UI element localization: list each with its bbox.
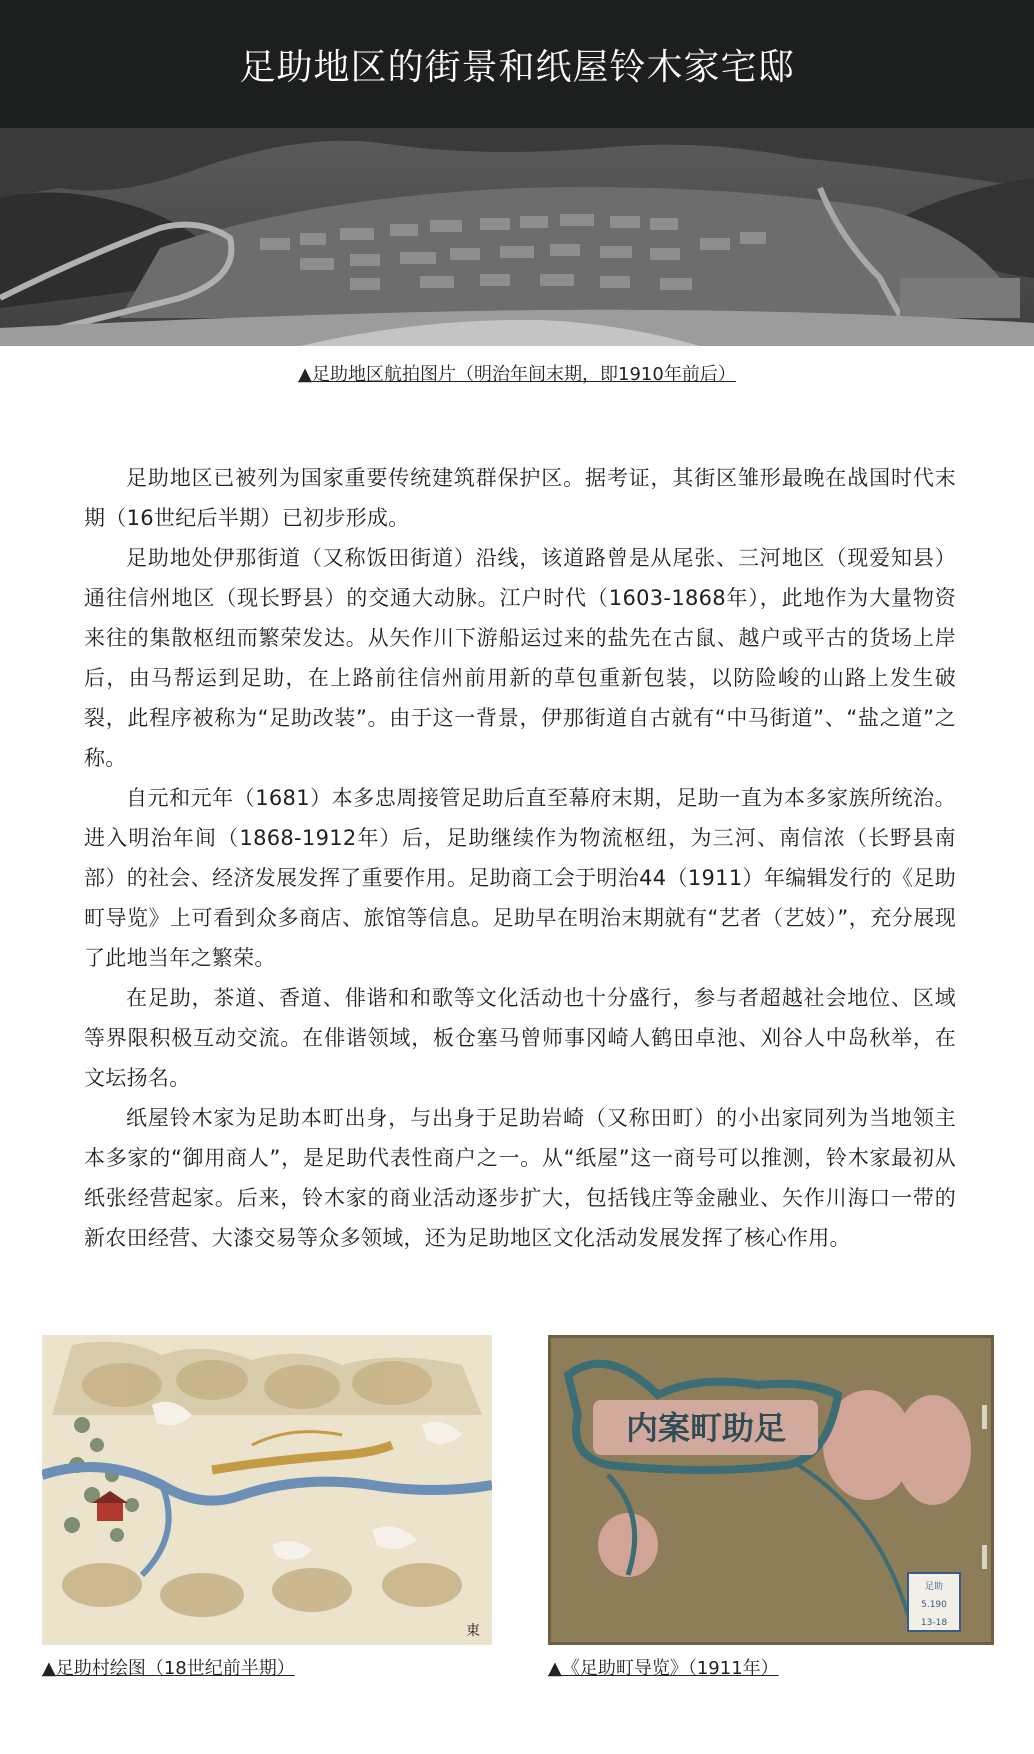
label-line: 5.190: [921, 1600, 947, 1610]
cover-title: 内案町助足: [625, 1409, 787, 1447]
paragraph: 足助地处伊那街道（又称饭田街道）沿线，该道路曾是从尾张、三河地区（现爱知县）通往信州地区（现长野县）的交通大动脉。江户时代（1603-1868年），此地作为大量物资来往的集散枢纽而繁荣发达。从矢作川下游船运过来的盐先在古鼠、越户或平古的货场上岸后，由马帮运到足助，在上路前往信州前用新的草包重新包装，以防险峻的山路上发生破裂，此程序被称为“足助改装”。由于这一背景，伊那街道自古就有“中马街道”、“盐之道”之称。: [84, 546, 956, 770]
guidebook-cover-image: [548, 1335, 994, 1645]
village-map-caption: ▲足助村绘图（18世纪前半期）: [42, 1658, 295, 1679]
page-title: 足助地区的街景和纸屋铃木家宅邸: [239, 46, 795, 88]
paragraph: 在足助，茶道、香道、俳谐和和歌等文化活动也十分盛行，参与者超越社会地位、区域等界限积极互动交流。在俳谐领域，板仓塞马曾师事冈崎人鹤田卓池、刈谷人中岛秋举，在文坛扬名。: [84, 986, 956, 1090]
village-map-image: [42, 1335, 492, 1645]
title-bar: [0, 0, 1034, 128]
label-line: 足助: [924, 1582, 944, 1592]
guidebook-caption: ▲《足助町导览》（1911年）: [548, 1658, 779, 1679]
paragraph: 自元和元年（1681）本多忠周接管足助后直至幕府末期，足助一直为本多家族所统治。进入明治年间（1868-1912年）后，足助继续作为物流枢纽，为三河、南信浓（长野县南部）的社会、经济发展发挥了重要作用。足助商工会于明治44（1911）年编辑发行的《足助町导览》上可看到众多商店、旅馆等信息。足助早在明治末期就有“艺者（艺妓）”，充分展现了此地当年之繁荣。: [84, 786, 956, 970]
article-body: [84, 458, 956, 1258]
paragraph: 足助地区已被列为国家重要传统建筑群保护区。据考证，其街区雏形最晚在战国时代末期（16世纪后半期）已初步形成。: [84, 466, 956, 530]
aerial-photo: [0, 128, 1034, 346]
map-corner-mark: 東: [466, 1623, 480, 1639]
paragraph: 纸屋铃木家为足助本町出身，与出身于足助岩崎（又称田町）的小出家同列为当地领主本多家的“御用商人”，是足助代表性商户之一。从“纸屋”这一商号可以推测，铃木家最初从纸张经营起家。后来，铃木家的商业活动逐步扩大，包括钱庄等金融业、矢作川海口一带的新农田经营、大漆交易等众多领域，还为足助地区文化活动发展发挥了核心作用。: [84, 1106, 956, 1250]
label-line: 13-18: [920, 1618, 948, 1628]
aerial-photo-caption: ▲足助地区航拍图片（明治年间末期，即1910年前后）: [298, 364, 736, 385]
